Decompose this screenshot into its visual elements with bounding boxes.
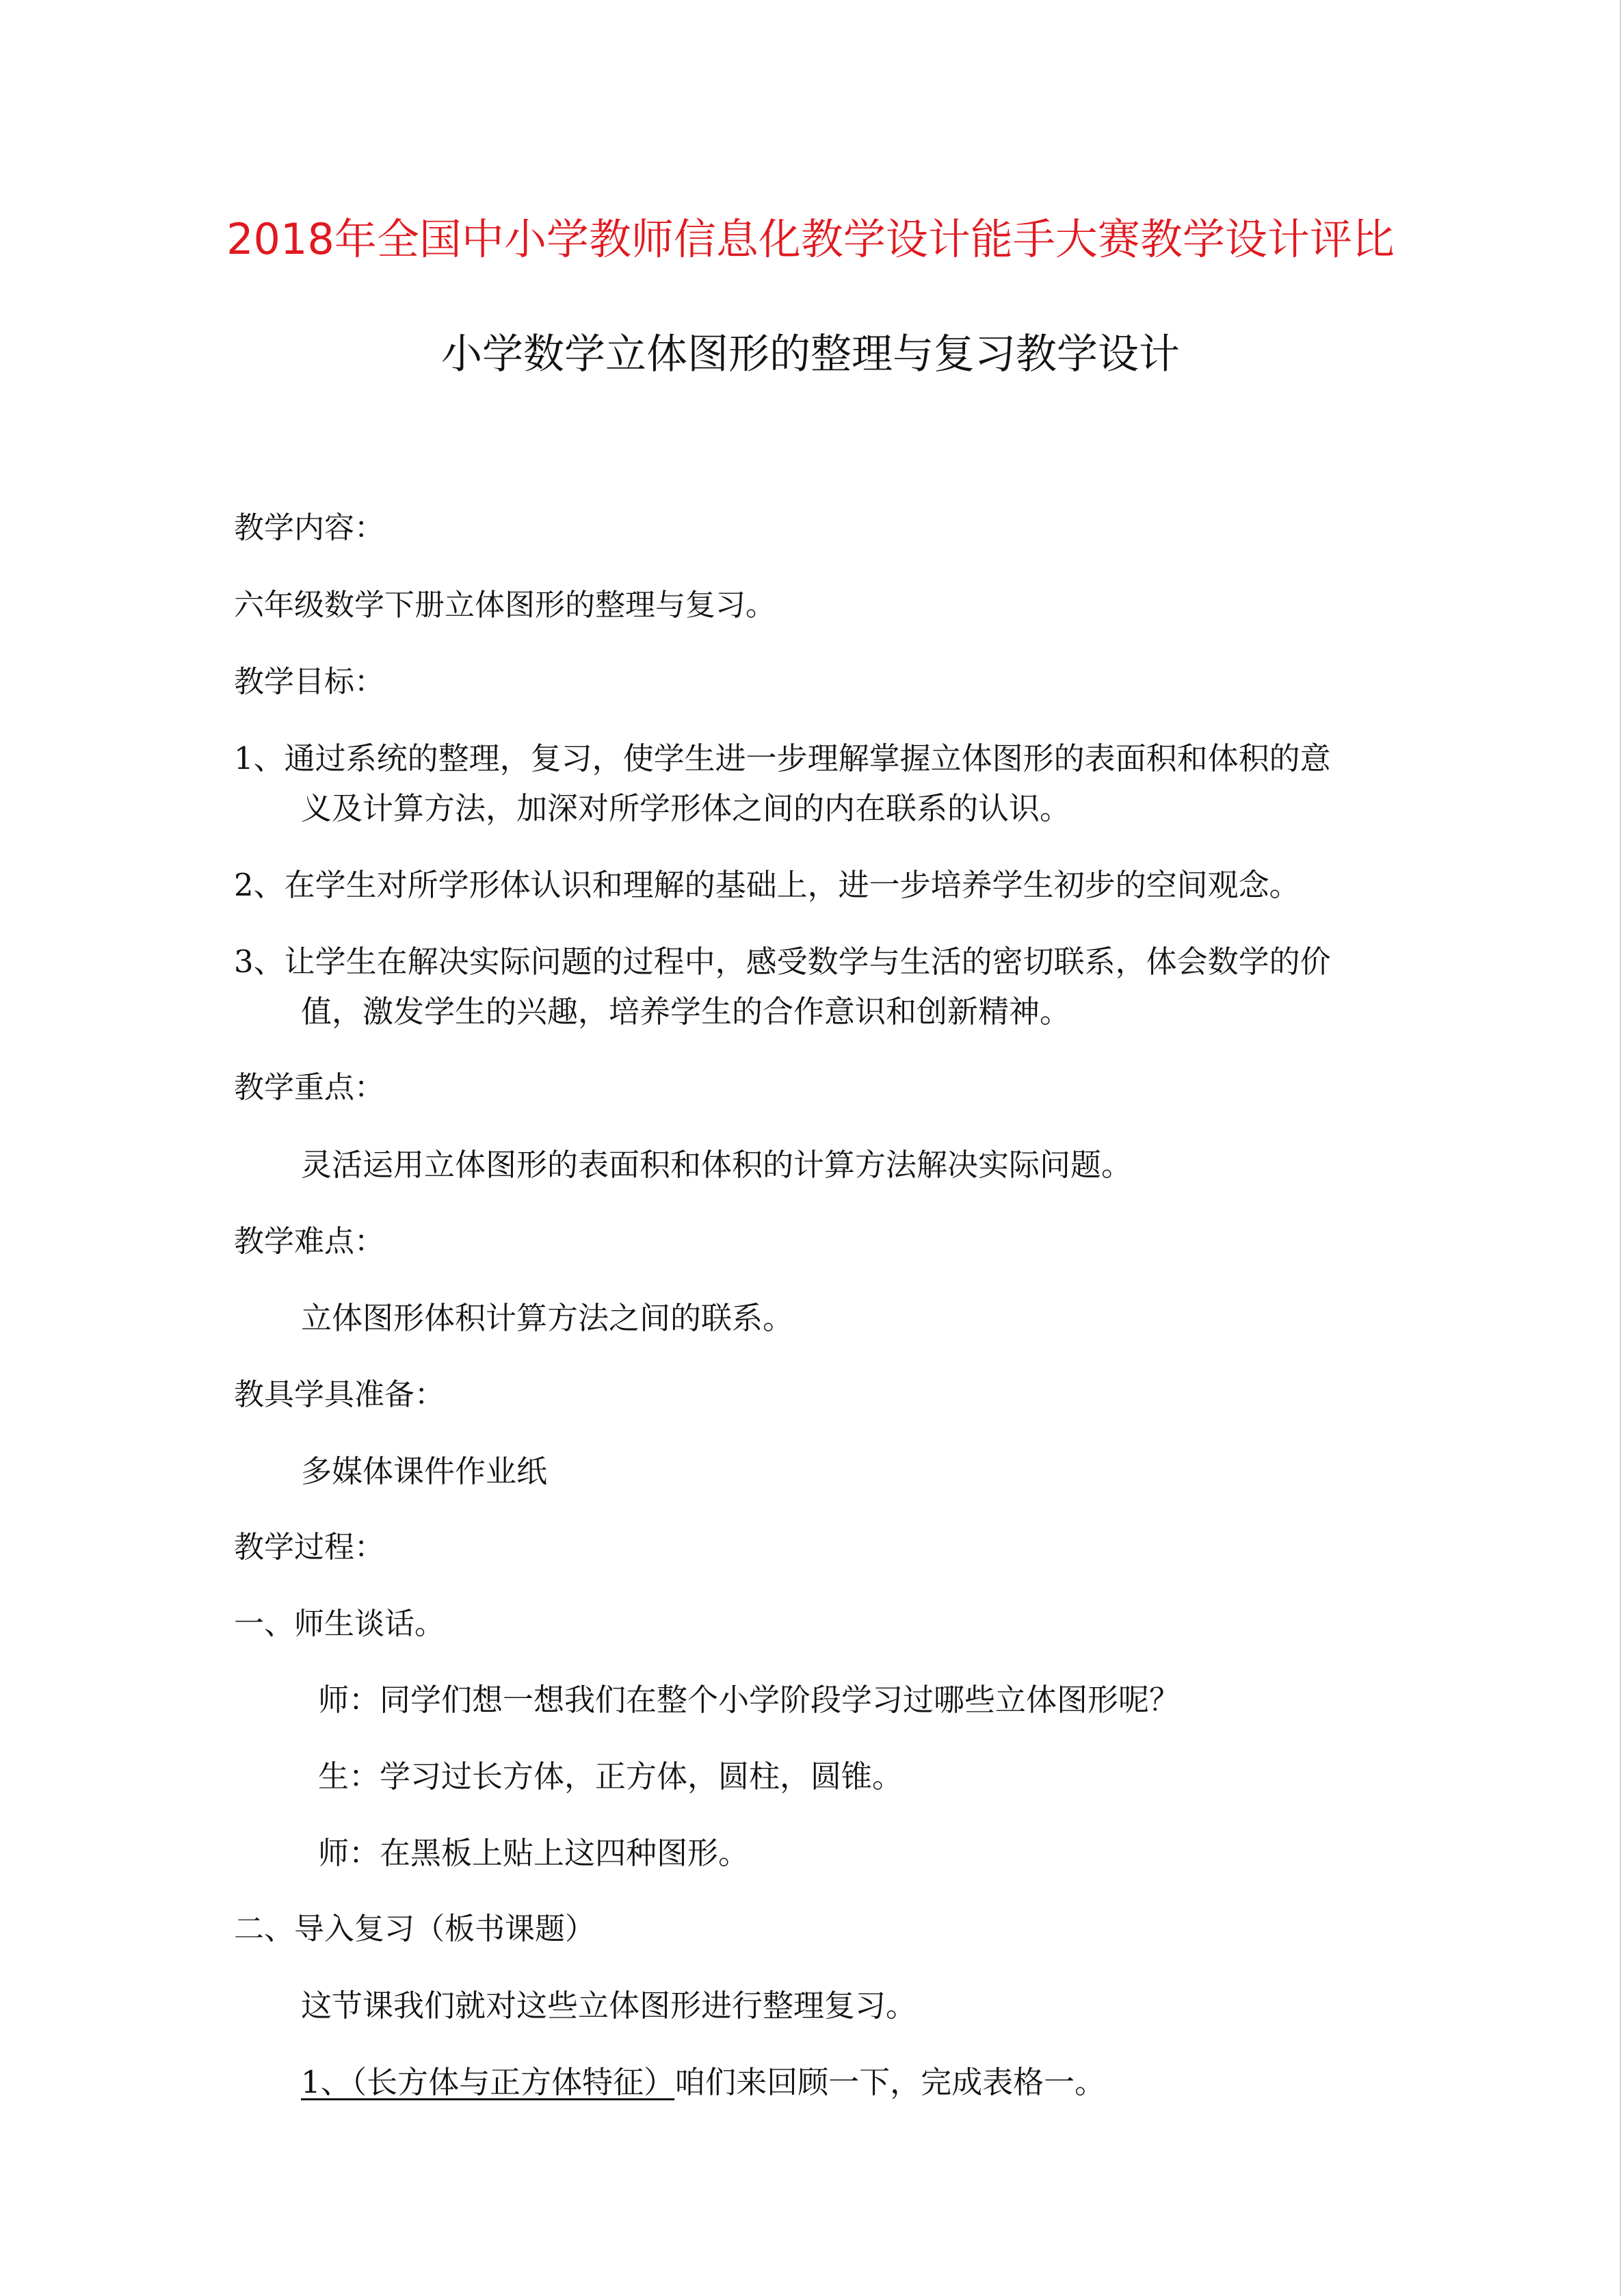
heading-teaching-content: 教学内容：: [234, 510, 384, 545]
difficulty-text: 立体图形体积计算方法之间的联系。: [301, 1300, 794, 1336]
document-title: 2018年全国中小学教师信息化教学设计能手大赛教学设计评比: [226, 214, 1395, 264]
heading-teaching-goals: 教学目标：: [234, 664, 384, 699]
part-2-heading: 二、导入复习（板书课题）: [234, 1912, 595, 1946]
part-1-heading: 一、师生谈话。: [234, 1606, 445, 1641]
heading-key-points: 教学重点：: [234, 1070, 384, 1105]
goal-1-line-1: 1、通过系统的整理，复习，使学生进一步理解掌握立体图形的表面积和体积的意: [234, 740, 1331, 777]
goal-3-line-1: 3、让学生在解决实际问题的过程中，感受数学与生活的密切联系，体会数学的价: [234, 943, 1331, 980]
heading-difficulty: 教学难点：: [234, 1224, 384, 1259]
preparation-text: 多媒体课件作业纸: [301, 1453, 548, 1489]
goal-3-line-2: 值，激发学生的兴趣，培养学生的合作意识和创新精神。: [301, 993, 1071, 1030]
document-subtitle: 小学数学立体图形的整理与复习教学设计: [441, 330, 1180, 378]
dialog-line-1: 师：同学们想一想我们在整个小学阶段学习过哪些立体图形呢？: [318, 1682, 1181, 1718]
heading-process: 教学过程：: [234, 1530, 384, 1565]
key-points-text: 灵活运用立体图形的表面积和体积的计算方法解决实际问题。: [301, 1147, 1133, 1183]
goal-2: 2、在学生对所学形体认识和理解的基础上，进一步培养学生初步的空间观念。: [234, 867, 1300, 903]
item-1-rest-text: 咱们来回顾一下，完成表格一。: [674, 2064, 1106, 2100]
teaching-content-text: 六年级数学下册立体图形的整理与复习。: [234, 588, 776, 623]
dialog-line-3: 师：在黑板上贴上这四种图形。: [318, 1835, 750, 1871]
dialog-line-2: 生：学习过长方体，正方体，圆柱，圆锥。: [318, 1758, 904, 1795]
item-1-line: [301, 2057, 1105, 2102]
heading-preparation: 教具学具准备：: [234, 1377, 445, 1412]
part-2-text: 这节课我们就对这些立体图形进行整理复习。: [301, 1987, 917, 2024]
goal-1-line-2: 义及计算方法，加深对所学形体之间的内在联系的认识。: [301, 790, 1071, 826]
item-1-underlined-label: 1、（长方体与正方体特征）: [301, 2064, 675, 2100]
